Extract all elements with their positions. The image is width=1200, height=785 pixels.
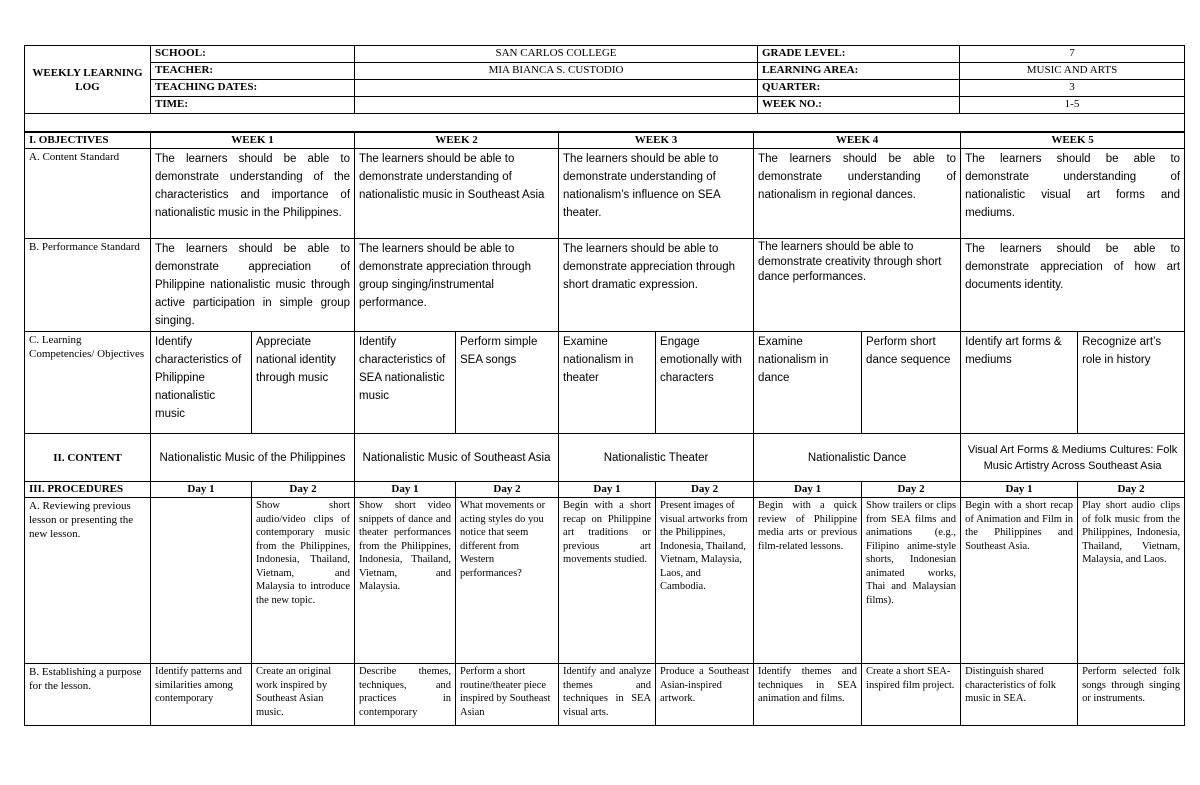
week-4-day-1: Day 1 <box>754 482 862 498</box>
competency-week-4-a: Examine nationalism in dance <box>754 332 862 434</box>
content-week-2: Nationalistic Music of Southeast Asia <box>355 434 559 482</box>
content-week-1: Nationalistic Music of the Philippines <box>151 434 355 482</box>
teacher-value: MIA BIANCA S. CUSTODIO <box>355 63 758 80</box>
competencies-label: C. Learning Competencies/ Objectives <box>25 332 151 434</box>
competency-week-3-a: Examine nationalism in theater <box>559 332 656 434</box>
competency-week-5-a: Identify art forms & mediums <box>961 332 1078 434</box>
school-value: SAN CARLOS COLLEGE <box>355 46 758 63</box>
purpose-week-2-day-2: Perform a short routine/theater piece inspired by Southeast Asian <box>456 664 559 726</box>
reviewing-week-5-day-2: Play short audio clips of folk music from the Philippines, Indonesia, Thailand, Vietnam, Malaysia, and Laos. <box>1078 498 1185 664</box>
content-standard-week-2: The learners should be able to demonstrate understanding of nationalistic music in Southeast Asia <box>355 149 559 239</box>
dates-label: TEACHING DATES: <box>151 80 355 97</box>
content-standard-week-4: The learners should be able to demonstrate understanding of nationalism in regional dances. <box>754 149 961 239</box>
competency-week-3-b: Engage emotionally with characters <box>656 332 754 434</box>
content-heading: II. CONTENT <box>25 434 151 482</box>
objectives-heading: I. OBJECTIVES <box>25 133 151 149</box>
purpose-week-1-day-1: Identify patterns and similarities among contemporary <box>151 664 252 726</box>
performance-standard-week-4: The learners should be able to demonstrate creativity through short dance performances. <box>754 239 961 332</box>
content-standard-week-5: The learners should be able to demonstrate understanding of nationalistic visual art forms and mediums. <box>961 149 1185 239</box>
purpose-week-3-day-1: Identify and analyze themes and techniques in SEA visual arts. <box>559 664 656 726</box>
week-3-heading: WEEK 3 <box>559 133 754 149</box>
competency-week-2-a: Identify characteristics of SEA nationalistic music <box>355 332 456 434</box>
week-1-day-1: Day 1 <box>151 482 252 498</box>
procedures-heading: III. PROCEDURES <box>25 482 151 498</box>
competency-week-1-b: Appreciate national identity through music <box>252 332 355 434</box>
competency-week-4-b: Perform short dance sequence <box>862 332 961 434</box>
purpose-label: B. Establishing a purpose for the lesson. <box>25 664 151 726</box>
content-week-4: Nationalistic Dance <box>754 434 961 482</box>
reviewing-week-1-day-1 <box>151 498 252 664</box>
reviewing-week-2-day-1: Show short video snippets of dance and theater performances from the Philippines, Indonesia, Thailand, Vietnam, and Malaysia. <box>355 498 456 664</box>
main-table <box>24 132 1185 726</box>
purpose-week-5-day-2: Perform selected folk songs through singing or instruments. <box>1078 664 1185 726</box>
header-table <box>24 45 1185 132</box>
week-1-heading: WEEK 1 <box>151 133 355 149</box>
week-5-day-2: Day 2 <box>1078 482 1185 498</box>
week-1-day-2: Day 2 <box>252 482 355 498</box>
performance-standard-label: B. Performance Standard <box>25 239 151 332</box>
week-value: 1-5 <box>960 97 1185 114</box>
competency-week-1-a: Identify characteristics of Philippine nationalistic music <box>151 332 252 434</box>
reviewing-week-4-day-2: Show trailers or clips from SEA films and animations (e.g., Filipino anime-style shorts, Indonesian animated works, Thai and Malaysian films). <box>862 498 961 664</box>
reviewing-week-4-day-1: Begin with a quick review of Philippine media arts or previous film-related lessons. <box>754 498 862 664</box>
performance-standard-week-1: The learners should be able to demonstrate appreciation of Philippine nationalistic music through active participation in simple group singing. <box>151 239 355 332</box>
time-label: TIME: <box>151 97 355 114</box>
dates-value <box>355 80 758 97</box>
content-week-3: Nationalistic Theater <box>559 434 754 482</box>
reviewing-label: A. Reviewing previous lesson or presenting the new lesson. <box>25 498 151 664</box>
reviewing-week-2-day-2: What movements or acting styles do you notice that seem different from Western performances? <box>456 498 559 664</box>
content-standard-label: A. Content Standard <box>25 149 151 239</box>
week-4-day-2: Day 2 <box>862 482 961 498</box>
purpose-week-2-day-1: Describe themes, techniques, and practices in contemporary <box>355 664 456 726</box>
performance-standard-week-2: The learners should be able to demonstrate appreciation through group singing/instrumental performance. <box>355 239 559 332</box>
purpose-week-5-day-1: Distinguish shared characteristics of folk music in SEA. <box>961 664 1078 726</box>
week-2-heading: WEEK 2 <box>355 133 559 149</box>
quarter-label: QUARTER: <box>758 80 960 97</box>
grade-value: 7 <box>960 46 1185 63</box>
week-2-day-1: Day 1 <box>355 482 456 498</box>
reviewing-week-3-day-1: Begin with a short recap on Philippine art traditions or previous art movements studied. <box>559 498 656 664</box>
time-value <box>355 97 758 114</box>
week-4-heading: WEEK 4 <box>754 133 961 149</box>
area-value: MUSIC AND ARTS <box>960 63 1185 80</box>
reviewing-week-1-day-2: Show short audio/video clips of contemporary music from the Philippines, Indonesia, Thailand, Vietnam, and Malaysia to introduce the new topic. <box>252 498 355 664</box>
purpose-week-1-day-2: Create an original work inspired by Southeast Asian music. <box>252 664 355 726</box>
content-week-5: Visual Art Forms & Mediums Cultures: Folk Music Artistry Across Southeast Asia <box>961 434 1185 482</box>
week-2-day-2: Day 2 <box>456 482 559 498</box>
quarter-value: 3 <box>960 80 1185 97</box>
week-label: WEEK NO.: <box>758 97 960 114</box>
grade-label: GRADE LEVEL: <box>758 46 960 63</box>
week-5-heading: WEEK 5 <box>961 133 1185 149</box>
reviewing-week-3-day-2: Present images of visual artworks from the Philippines, Indonesia, Thailand, Vietnam, Malaysia, Laos, and Cambodia. <box>656 498 754 664</box>
reviewing-week-5-day-1: Begin with a short recap of Animation and Film in the Philippines and Southeast Asia. <box>961 498 1078 664</box>
content-standard-week-3: The learners should be able to demonstrate understanding of nationalism’s influence on SEA theater. <box>559 149 754 239</box>
performance-standard-week-5: The learners should be able to demonstrate appreciation of how art documents identity. <box>961 239 1185 332</box>
purpose-week-4-day-1: Identify themes and techniques in SEA animation and films. <box>754 664 862 726</box>
log-title: WEEKLY LEARNING LOG <box>25 46 151 114</box>
purpose-week-3-day-2: Produce a Southeast Asian-inspired artwork. <box>656 664 754 726</box>
performance-standard-week-3: The learners should be able to demonstrate appreciation through short dramatic expression. <box>559 239 754 332</box>
competency-week-2-b: Perform simple SEA songs <box>456 332 559 434</box>
week-3-day-1: Day 1 <box>559 482 656 498</box>
content-standard-week-1: The learners should be able to demonstrate understanding of the characteristics and importance of nationalistic music in the Philippines. <box>151 149 355 239</box>
learning-log-document <box>24 45 1184 726</box>
school-label: SCHOOL: <box>151 46 355 63</box>
spacer-row <box>25 114 1185 132</box>
week-3-day-2: Day 2 <box>656 482 754 498</box>
purpose-week-4-day-2: Create a short SEA-inspired film project. <box>862 664 961 726</box>
area-label: LEARNING AREA: <box>758 63 960 80</box>
teacher-label: TEACHER: <box>151 63 355 80</box>
competency-week-5-b: Recognize art’s role in history <box>1078 332 1185 434</box>
week-5-day-1: Day 1 <box>961 482 1078 498</box>
